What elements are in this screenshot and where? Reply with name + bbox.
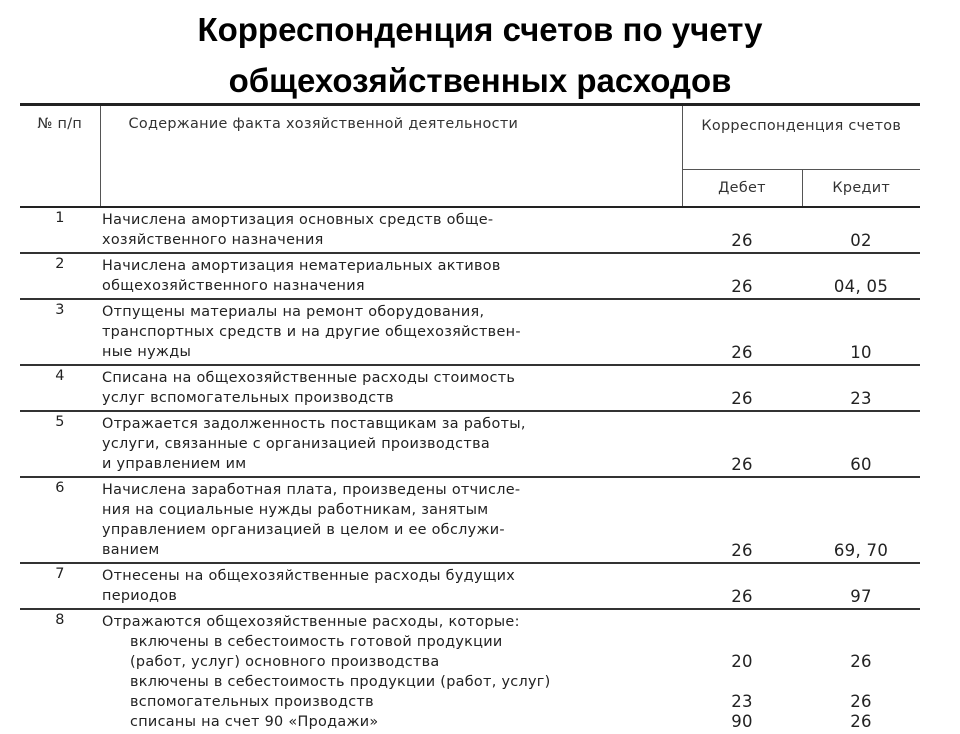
row-number: 8 — [55, 612, 65, 628]
row-content — [100, 299, 682, 365]
correspondence-table — [20, 103, 920, 734]
table-row-4 — [20, 365, 920, 411]
row-content-line: Отпущены материалы на ремонт оборудования, — [102, 304, 485, 320]
row-content — [100, 207, 682, 253]
row8-sub2-line1: включены в себестоимость продукции (работ, услуг) — [130, 674, 551, 690]
row-content — [100, 365, 682, 411]
row8-intro: Отражаются общехозяйственные расходы, которые: — [102, 614, 520, 630]
row8-sub1-line2: (работ, услуг) основного производства — [130, 654, 440, 670]
row8-sub2-credit: 26 — [850, 692, 872, 711]
row-content — [100, 609, 682, 734]
row-content-line: Начислена заработная плата, произведены отчисле- — [102, 482, 521, 498]
row8-sub2-debit: 23 — [731, 692, 753, 711]
row-number: 7 — [20, 563, 100, 609]
row8-sub1-debit: 20 — [731, 652, 753, 671]
header-correspondence: Корреспонденция счетов — [682, 105, 920, 170]
table-row-8 — [20, 609, 920, 734]
row-content — [100, 563, 682, 609]
row-debit: 26 — [682, 253, 802, 299]
row-debit: 26 — [682, 299, 802, 365]
row-debit: 26 — [682, 477, 802, 563]
row-debit: 26 — [682, 365, 802, 411]
row-content-line: услуг вспомогательных производств — [102, 390, 394, 406]
row-content-line: Отражается задолженность поставщикам за работы, — [102, 416, 526, 432]
row-debit: 26 — [682, 207, 802, 253]
header-content: Содержание факта хозяйственной деятельности — [100, 105, 682, 208]
table-row-7 — [20, 563, 920, 609]
header-credit: Кредит — [802, 170, 920, 208]
row-content-line: Отнесены на общехозяйственные расходы будущих — [102, 568, 516, 584]
row-credit: 10 — [802, 299, 920, 365]
row-content-line: ванием — [102, 542, 160, 558]
table-row-1 — [20, 207, 920, 253]
row8-sub3-line1: списаны на счет 90 «Продажи» — [130, 714, 379, 730]
row8-sub1-line1: включены в себестоимость готовой продукции — [130, 634, 503, 650]
row-credit: 02 — [802, 207, 920, 253]
row-content — [100, 253, 682, 299]
slide-title — [0, 4, 960, 106]
row-content — [100, 411, 682, 477]
row-credit: 60 — [802, 411, 920, 477]
row-number: 6 — [20, 477, 100, 563]
row-credit: 04, 05 — [802, 253, 920, 299]
row-content-line: транспортных средств и на другие общехозяйствен- — [102, 324, 521, 340]
row-debit: 26 — [682, 563, 802, 609]
row-number: 5 — [20, 411, 100, 477]
table-row-6 — [20, 477, 920, 563]
row8-credit-cell — [802, 609, 920, 734]
row-number: 3 — [20, 299, 100, 365]
row-content-line: ния на социальные нужды работникам, занятым — [102, 502, 489, 518]
row-content-line: общехозяйственного назначения — [102, 278, 365, 294]
row-debit: 26 — [682, 411, 802, 477]
title-line-1: Корреспонденция счетов по учету — [197, 11, 763, 48]
table-row-2 — [20, 253, 920, 299]
row-content-line: Списана на общехозяйственные расходы стоимость — [102, 370, 516, 386]
row-number: 4 — [20, 365, 100, 411]
table-body — [20, 207, 920, 734]
row8-sub1-credit: 26 — [850, 652, 872, 671]
row8-sub2-line2: вспомогательных производств — [130, 694, 374, 710]
row-content-line: ные нужды — [102, 344, 192, 360]
row-number: 2 — [20, 253, 100, 299]
row8-sub3-credit: 26 — [850, 712, 872, 731]
row-credit: 97 — [802, 563, 920, 609]
row-content-line: Начислена амортизация нематериальных активов — [102, 258, 501, 274]
row-content-line: хозяйственного назначения — [102, 232, 324, 248]
row-content-line: Начислена амортизация основных средств обще- — [102, 212, 494, 228]
table-row-3 — [20, 299, 920, 365]
row-credit: 23 — [802, 365, 920, 411]
header-number: № п/п — [20, 105, 100, 208]
row-content — [100, 477, 682, 563]
row-credit: 69, 70 — [802, 477, 920, 563]
row-content-line: управлением организацией в целом и ее обслужи- — [102, 522, 505, 538]
row8-sub3-debit: 90 — [731, 712, 753, 731]
title-line-2: общехозяйственных расходов — [228, 62, 732, 99]
table-header — [20, 105, 920, 208]
row-content-line: и управлением им — [102, 456, 247, 472]
row8-debit-cell — [682, 609, 802, 734]
header-debit: Дебет — [682, 170, 802, 208]
row-number: 1 — [20, 207, 100, 253]
row-content-line: услуги, связанные с организацией производства — [102, 436, 490, 452]
table-row-5 — [20, 411, 920, 477]
row-content-line: периодов — [102, 588, 178, 604]
